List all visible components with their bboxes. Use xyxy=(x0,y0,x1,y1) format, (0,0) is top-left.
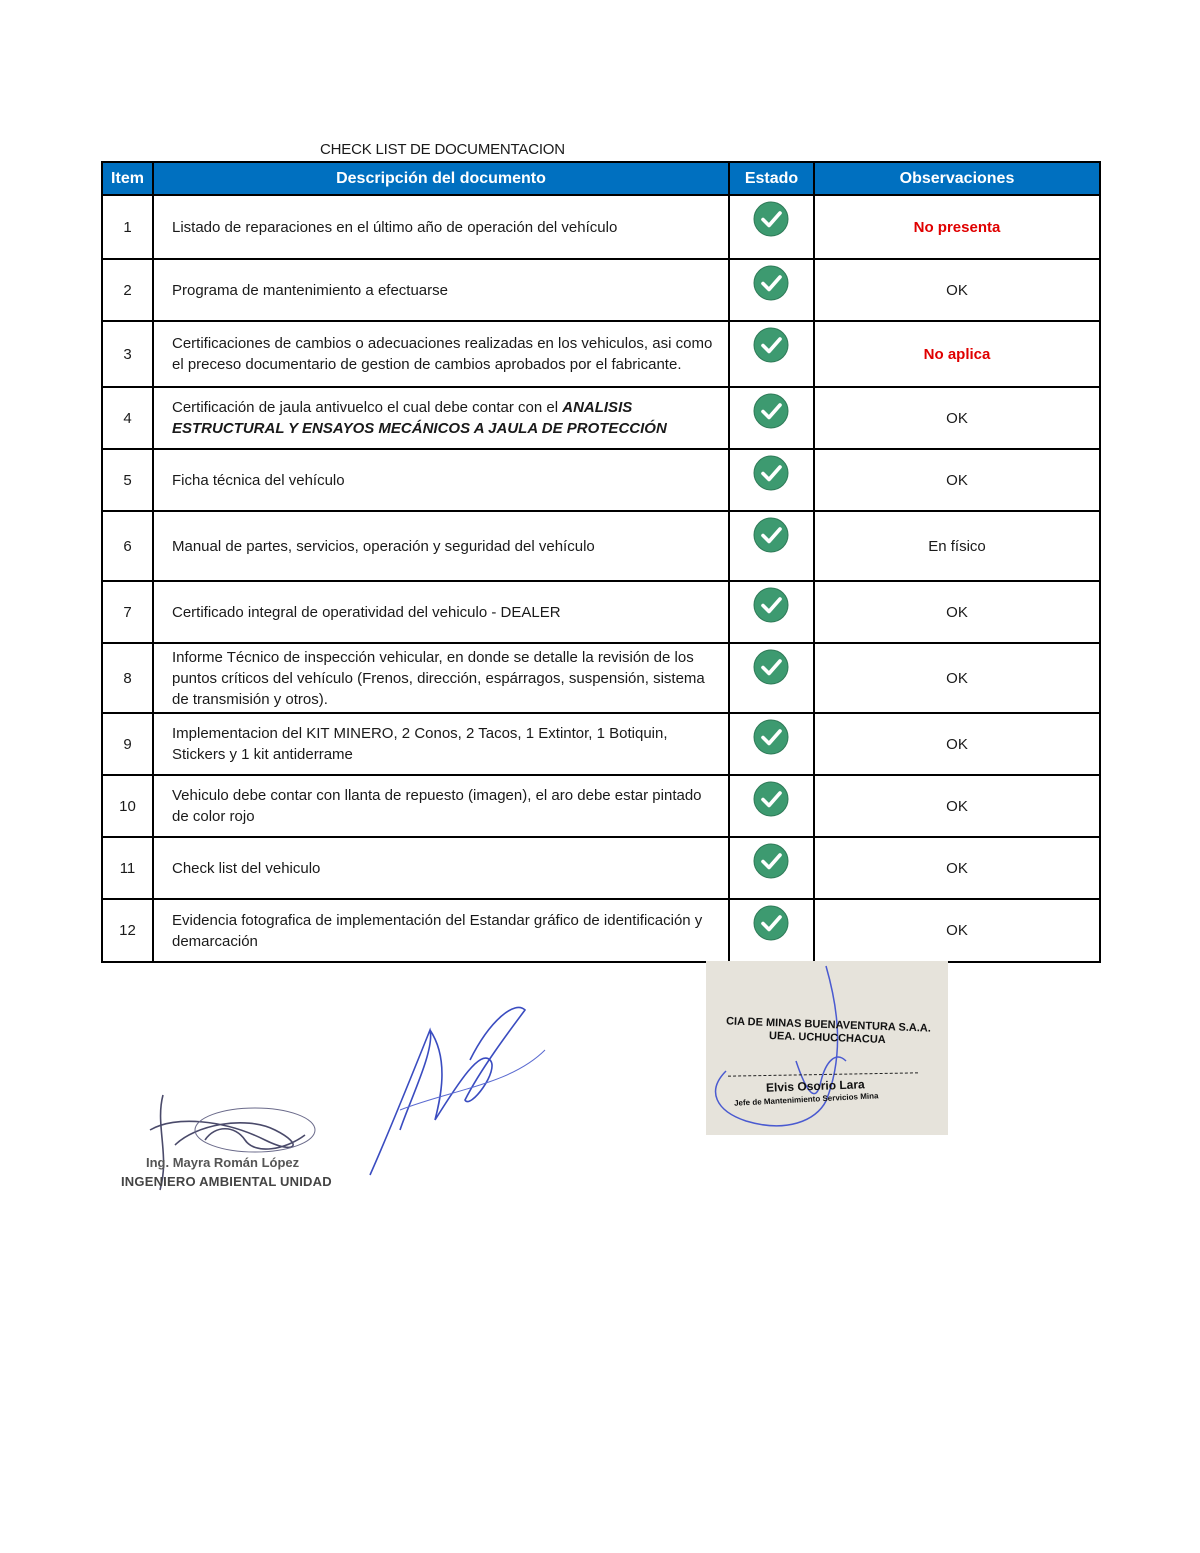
row-observation: OK xyxy=(814,775,1100,837)
table-row xyxy=(102,837,1100,899)
row-status xyxy=(729,511,814,581)
row-description xyxy=(153,713,729,775)
row-observation: OK xyxy=(814,837,1100,899)
stamp-company: CIA DE MINAS BUENAVENTURA S.A.A. xyxy=(725,1015,932,1035)
row-description-text: Certificación de jaula antivuelco el cual debe contar con el xyxy=(172,399,563,416)
row-item-number: 6 xyxy=(102,511,153,581)
row-status xyxy=(729,449,814,511)
check-circle-icon xyxy=(753,649,789,685)
row-description xyxy=(153,899,729,962)
row-item-number: 11 xyxy=(102,837,153,899)
row-item-number: 3 xyxy=(102,321,153,387)
check-circle-icon xyxy=(753,393,789,429)
row-description-text: Listado de reparaciones en el último año de operación del vehículo xyxy=(172,218,618,236)
column-header-description: Descripción del documento xyxy=(153,162,729,195)
row-status xyxy=(729,713,814,775)
row-description xyxy=(153,775,729,837)
check-circle-icon xyxy=(753,455,789,491)
handwritten-signature-icon xyxy=(706,961,948,1135)
row-description-text: Certificado integral de operatividad del vehiculo - DEALER xyxy=(172,603,561,621)
stamp-role: Jefe de Mantenimiento Servicios Mina xyxy=(733,1091,879,1108)
stamp-unit: UEA. UCHUCCHACUA xyxy=(768,1029,886,1047)
row-status xyxy=(729,775,814,837)
row-observation: No aplica xyxy=(814,321,1100,387)
check-circle-icon xyxy=(753,517,789,553)
row-description xyxy=(153,449,729,511)
column-header-status: Estado xyxy=(729,162,814,195)
handwritten-signature-icon xyxy=(340,990,550,1180)
table-row xyxy=(102,195,1100,259)
table-row xyxy=(102,321,1100,387)
row-description-text: Vehiculo debe contar con llanta de repuesto (imagen), el aro debe estar pintado de color rojo xyxy=(172,787,702,825)
table-header-row xyxy=(102,162,1100,195)
row-observation: En físico xyxy=(814,511,1100,581)
row-description-text: Manual de partes, servicios, operación y seguridad del vehículo xyxy=(172,537,595,555)
check-circle-icon xyxy=(753,201,789,237)
table-row xyxy=(102,511,1100,581)
row-observation: OK xyxy=(814,899,1100,962)
row-item-number: 7 xyxy=(102,581,153,643)
row-observation: OK xyxy=(814,713,1100,775)
row-status xyxy=(729,321,814,387)
column-header-item: Item xyxy=(102,162,153,195)
row-item-number: 2 xyxy=(102,259,153,321)
company-stamp xyxy=(706,961,948,1135)
row-observation: OK xyxy=(814,449,1100,511)
check-circle-icon xyxy=(753,719,789,755)
table-row xyxy=(102,259,1100,321)
row-description xyxy=(153,511,729,581)
table-row xyxy=(102,449,1100,511)
row-status xyxy=(729,837,814,899)
row-observation: OK xyxy=(814,387,1100,449)
row-observation: OK xyxy=(814,643,1100,713)
row-observation: OK xyxy=(814,581,1100,643)
check-circle-icon xyxy=(753,843,789,879)
row-description-text: Check list del vehiculo xyxy=(172,859,321,877)
check-circle-icon xyxy=(753,327,789,363)
row-status xyxy=(729,259,814,321)
table-row xyxy=(102,387,1100,449)
check-circle-icon xyxy=(753,905,789,941)
document-title: CHECK LIST DE DOCUMENTACION xyxy=(320,141,565,158)
row-description xyxy=(153,837,729,899)
table-row xyxy=(102,775,1100,837)
row-status xyxy=(729,387,814,449)
stamp-name: Elvis Osorio Lara xyxy=(765,1077,865,1095)
row-observation: OK xyxy=(814,259,1100,321)
check-circle-icon xyxy=(753,265,789,301)
row-description-text: Ficha técnica del vehículo xyxy=(172,471,345,489)
signature-left-name: Ing. Mayra Román López xyxy=(146,1155,300,1170)
documentation-checklist-table xyxy=(101,161,1101,963)
table-row xyxy=(102,713,1100,775)
row-description-text: Implementacion del KIT MINERO, 2 Conos, 2 Tacos, 1 Extintor, 1 Botiquin, Stickers y 1 kit antiderrame xyxy=(172,725,668,763)
row-observation: No presenta xyxy=(814,195,1100,259)
row-item-number: 10 xyxy=(102,775,153,837)
row-description-emphasis: ANALISIS ESTRUCTURAL Y ENSAYOS MECÁNICOS A JAULA DE PROTECCIÓN xyxy=(172,399,667,437)
row-description-text: Evidencia fotografica de implementación del Estandar gráfico de identificación y demarcación xyxy=(172,911,703,950)
row-item-number: 4 xyxy=(102,387,153,449)
signature-left-role: INGENIERO AMBIENTAL UNIDAD xyxy=(121,1174,332,1189)
row-item-number: 1 xyxy=(102,195,153,259)
row-status xyxy=(729,195,814,259)
row-item-number: 9 xyxy=(102,713,153,775)
row-item-number: 8 xyxy=(102,643,153,713)
signature-middle xyxy=(340,990,550,1180)
row-item-number: 12 xyxy=(102,899,153,962)
row-description xyxy=(153,643,729,713)
row-item-number: 5 xyxy=(102,449,153,511)
row-description xyxy=(153,259,729,321)
row-status xyxy=(729,899,814,962)
row-description xyxy=(153,195,729,259)
row-status xyxy=(729,643,814,713)
row-description-text: Certificaciones de cambios o adecuaciones realizadas en los vehiculos, asi como el preceso documentario de gestion de cambios aprobados por el fabricante. xyxy=(172,335,713,373)
row-description xyxy=(153,581,729,643)
check-circle-icon xyxy=(753,781,789,817)
table-row xyxy=(102,899,1100,962)
column-header-observations: Observaciones xyxy=(814,162,1100,195)
row-description xyxy=(153,321,729,387)
table-row xyxy=(102,643,1100,713)
row-description xyxy=(153,387,729,449)
table-row xyxy=(102,581,1100,643)
row-status xyxy=(729,581,814,643)
check-circle-icon xyxy=(753,587,789,623)
row-description-text: Programa de mantenimiento a efectuarse xyxy=(172,281,448,299)
row-description-text: Informe Técnico de inspección vehicular, en donde se detalle la revisión de los puntos críticos del vehículo (Frenos, dirección, espárragos, suspensión, sistema de transmisión y otros). xyxy=(172,648,705,708)
